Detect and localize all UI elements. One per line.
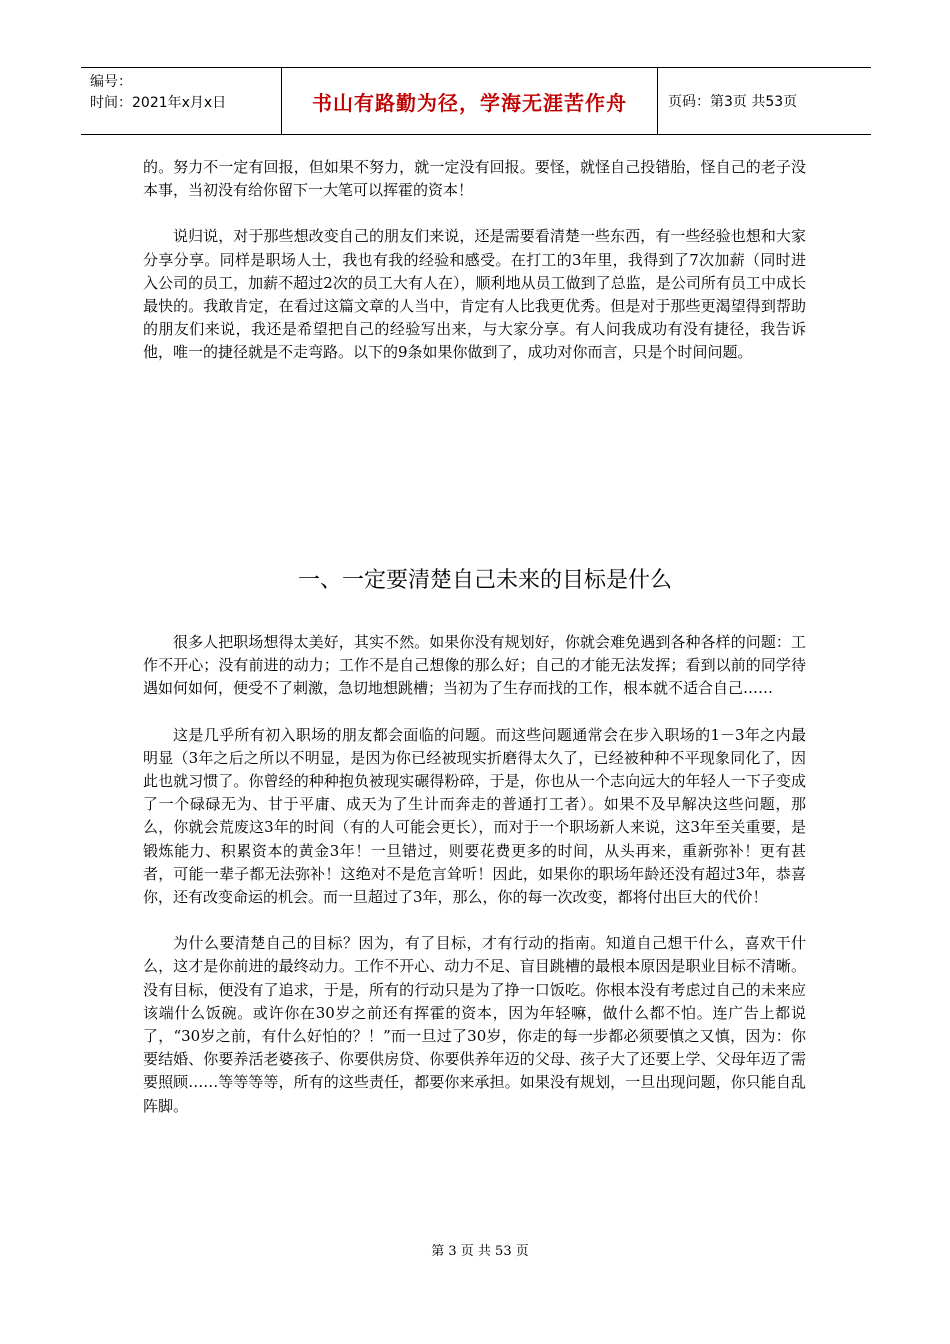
document-number-label: 编号： [90, 74, 132, 90]
section-heading: 一、一定要清楚自己未来的目标是什么 [297, 568, 672, 593]
page-header [81, 67, 871, 135]
section-paragraph-1: 很多人把职场想得太美好，其实不然。如果你没有规划好，你就会难免遇到各种各样的问题：工作不开心；没有前进的动力；工作不是自己想像的那么好；自己的才能无法发挥；看到以前的同学待遇如何如何，便受不了刺激，急切地想跳槽；当初为了生存而找的工作，根本就不适合自己…… [143, 633, 806, 698]
page-footer: 第 3 页 共 53 页 [431, 1244, 529, 1259]
header-motto: 书山有路勤为径，学海无涯苦作舟 [282, 68, 658, 134]
document-date: 时间：2021年x月x日 [90, 95, 227, 111]
intro-paragraph-continued: 的。努力不一定有回报，但如果不努力，就一定没有回报。要怪，就怪自己投错胎，怪自己的老子没本事，当初没有给你留下一大笔可以挥霍的资本！ [143, 158, 806, 200]
intro-paragraph: 说归说，对于那些想改变自己的朋友们来说，还是需要看清楚一些东西，有一些经验也想和大家分享分享。同样是职场人士，我也有我的经验和感受。在打工的3年里，我得到了7次加薪（同时进入公司的员工，加薪不超过2次的员工大有人在），顺利地从员工做到了总监，是公司所有员工中成长最快的。我敢肯定，在看过这篇文章的人当中，肯定有人比我更优秀。但是对于那些更渴望得到帮助的朋友们来说，我还是希望把自己的经验写出来，与大家分享。有人问我成功有没有捷径，我告诉他，唯一的捷径就是不走弯路。以下的9条如果你做到了，成功对你而言，只是个时间问题。 [143, 227, 806, 362]
header-meta [81, 68, 282, 134]
section-paragraph-3: 为什么要清楚自己的目标？因为，有了目标，才有行动的指南。知道自己想干什么，喜欢干什么，这才是你前进的最终动力。工作不开心、动力不足、盲目跳槽的最根本原因是职业目标不清晰。没有目标，便没有了追求，于是，所有的行动只是为了挣一口饭吃。你根本没有考虑过自己的未来应该端什么饭碗。或许你在30岁之前还有挥霍的资本，因为年轻嘛，做什么都不怕。连广告上都说了，“30岁之前，有什么好怕的？！”而一旦过了30岁，你走的每一步都必须要慎之又慎，因为：你要结婚、你要养活老婆孩子、你要供房贷、你要供养年迈的父母、孩子大了还要上学、父母年迈了需要照顾……等等等等，所有的这些责任，都要你来承担。如果没有规划，一旦出现问题，你只能自乱阵脚。 [143, 934, 806, 1115]
section-paragraph-2: 这是几乎所有初入职场的朋友都会面临的问题。而这些问题通常会在步入职场的1－3年之内最明显（3年之后之所以不明显，是因为你已经被现实折磨得太久了，已经被种种不平现象同化了，因此也就习惯了。你曾经的种种抱负被现实碾得粉碎，于是，你也从一个志向远大的年轻人一下子变成了一个碌碌无为、甘于平庸、成天为了生计而奔走的普通打工者）。如果不及早解决这些问题，那么，你就会荒废这3年的时间（有的人可能会更长），而对于一个职场新人来说，这3年至关重要，是锻炼能力、积累资本的黄金3年！一旦错过，则要花费更多的时间，从头再来，重新弥补！更有甚者，可能一辈子都无法弥补！这绝对不是危言耸听！因此，如果你的职场年龄还没有超过3年，恭喜你，还有改变命运的机会。而一旦超过了3年，那么，你的每一次改变，都将付出巨大的代价！ [143, 725, 806, 907]
intro-section [143, 156, 806, 365]
header-page-info: 页码：第3页 共53页 [668, 94, 798, 110]
section-body [143, 631, 806, 1118]
